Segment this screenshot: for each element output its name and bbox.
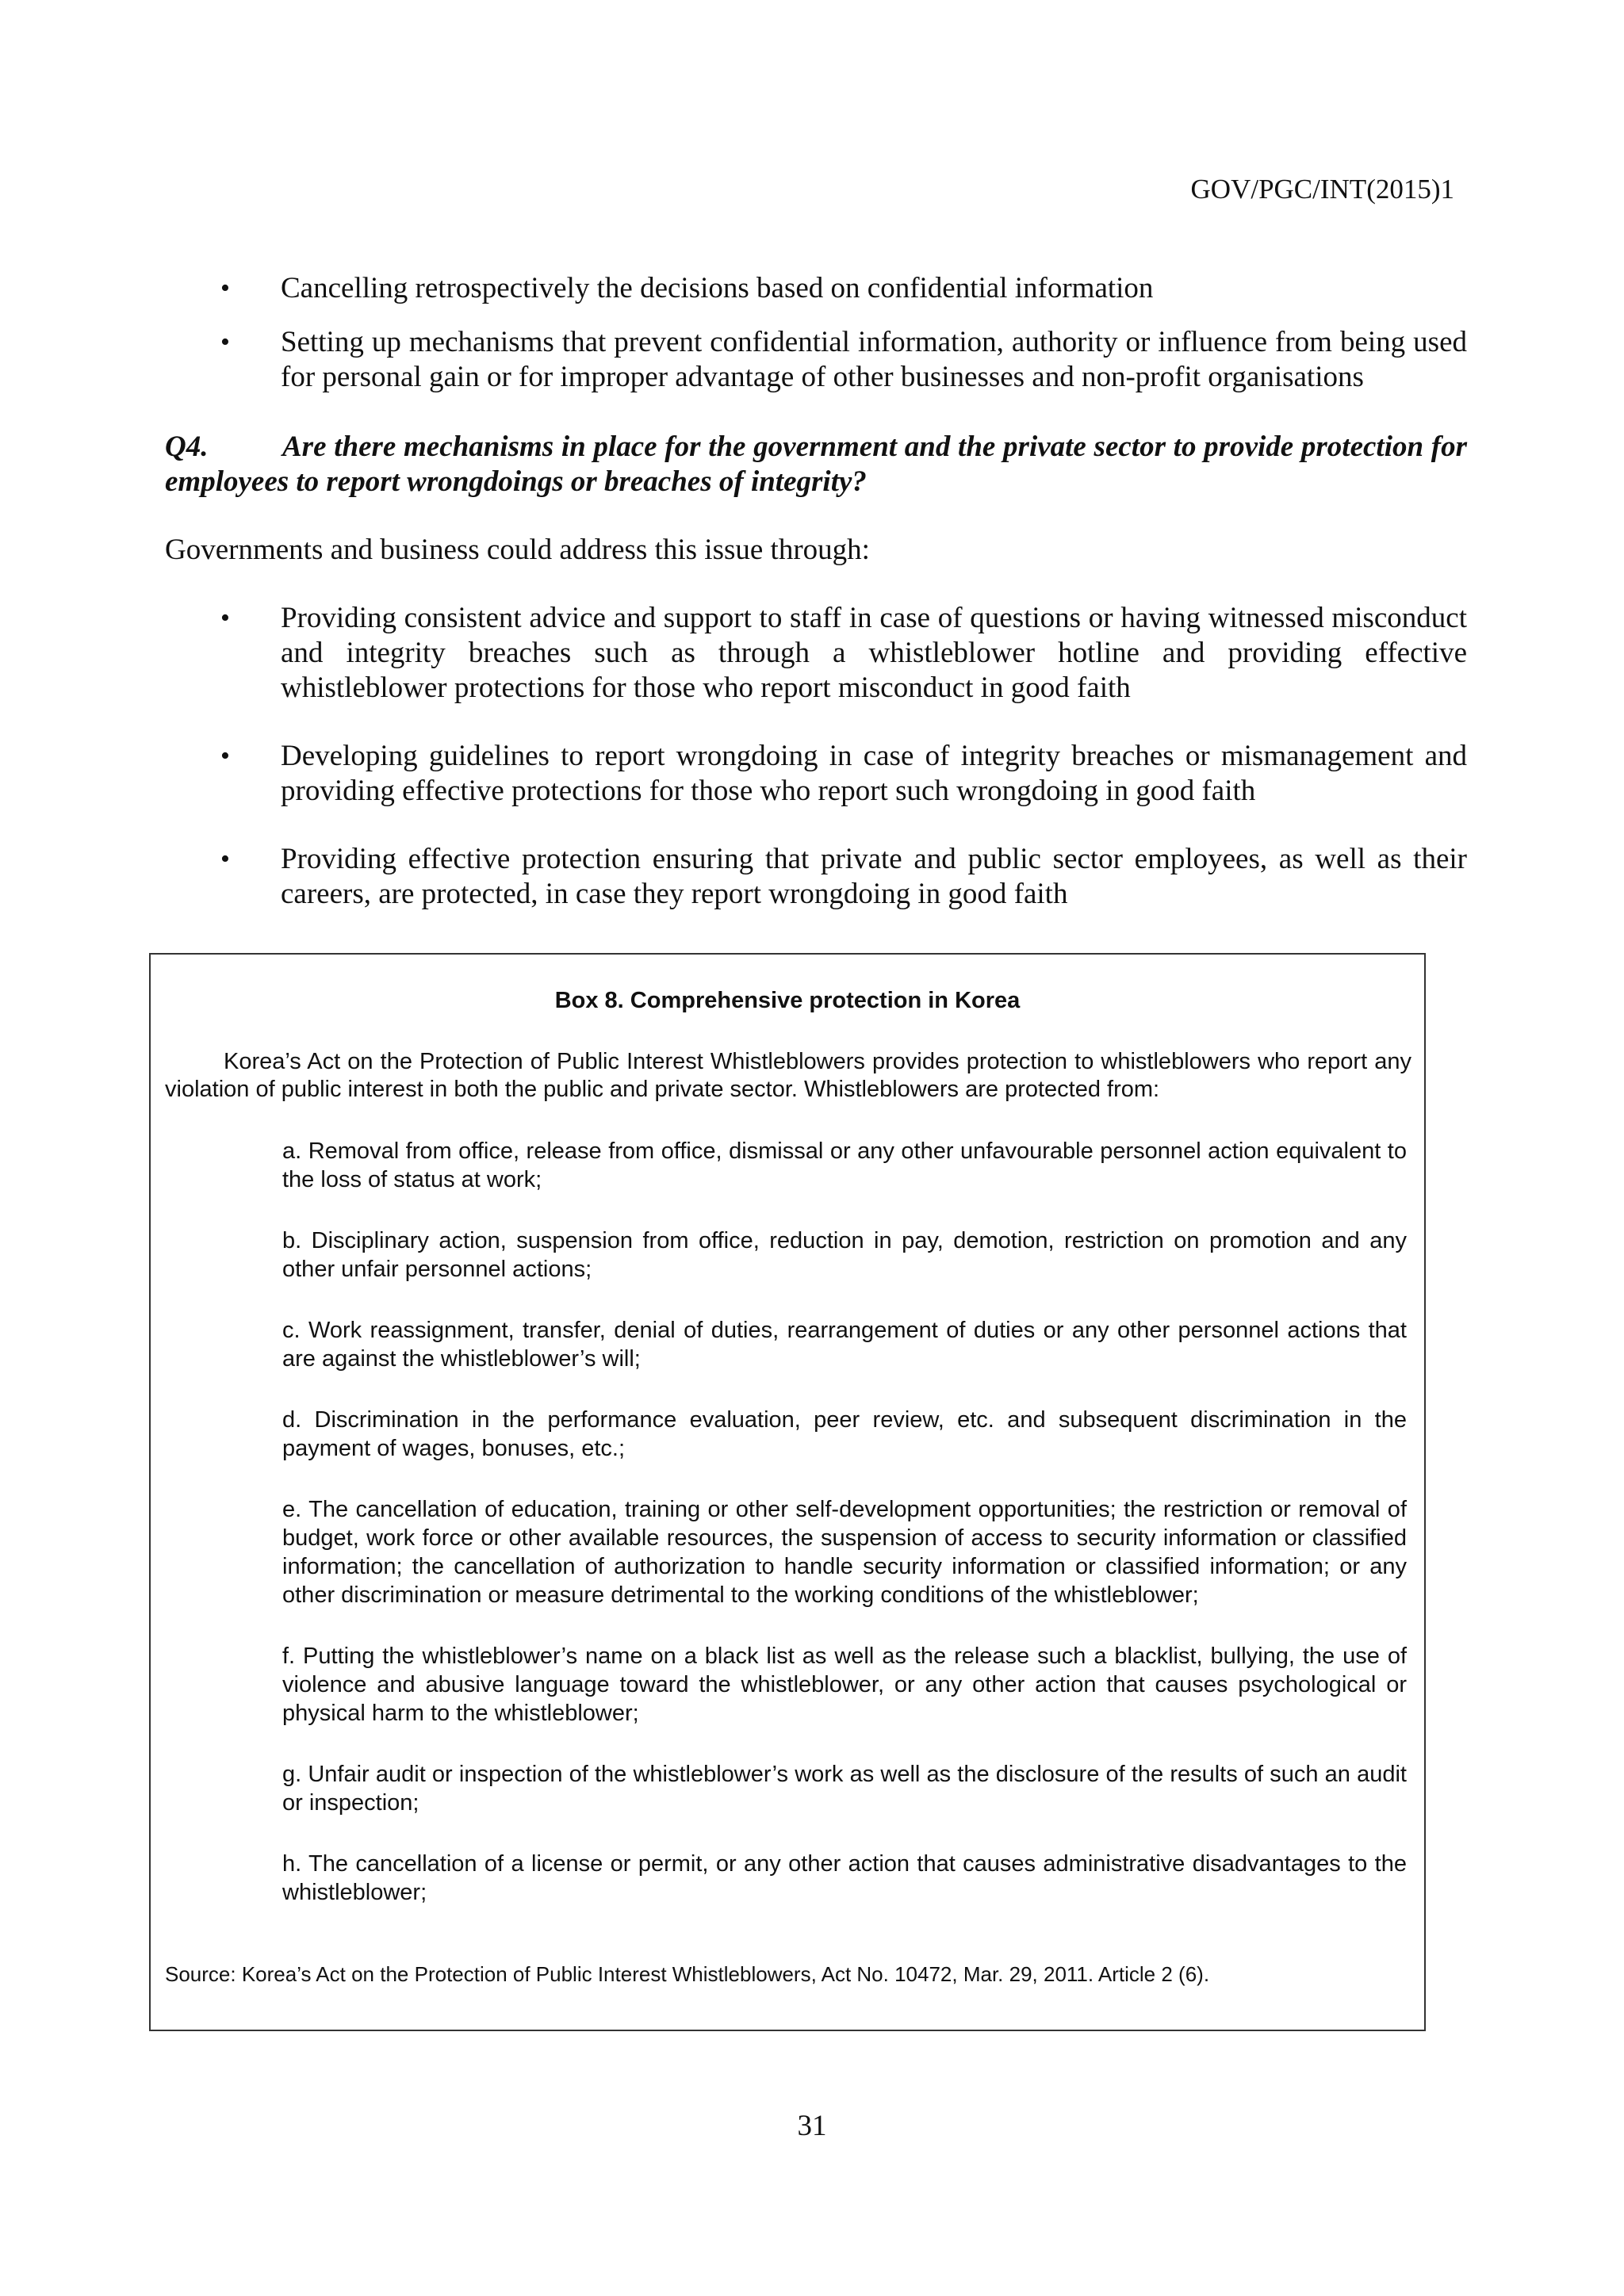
list-item-text: Developing guidelines to report wrongdoing in case of integrity breaches or mismanagement and providing effective protections for those who report such wrongdoing in good faith xyxy=(281,740,1467,807)
box-source-note: Source: Korea’s Act on the Protection of Public Interest Whistleblowers, Act No. 10472, Mar. 29, 2011. Article 2 (6). xyxy=(165,1962,1210,1986)
main-bullet-list xyxy=(165,601,1467,912)
bullet-icon: • xyxy=(220,327,230,357)
question-heading xyxy=(165,430,1467,499)
page-number: 31 xyxy=(797,2110,827,2142)
document-reference: GOV/PGC/INT(2015)1 xyxy=(1190,174,1454,205)
box-intro: Korea’s Act on the Protection of Public Interest Whistleblowers provides protection to whistleblowers who report any violation of public interest in both the public and private sector. Whistleblowers are protected from: xyxy=(165,1049,1411,1102)
list-item-text: Setting up mechanisms that prevent confidential information, authority or influence from being used for personal gain or for improper advantage of other businesses and non-profit organisations xyxy=(281,326,1467,393)
list-item xyxy=(165,842,1467,912)
bullet-icon: • xyxy=(220,741,230,771)
intro-paragraph: Governments and business could address this issue through: xyxy=(165,534,870,566)
box-item-list xyxy=(282,1137,1407,1907)
bullet-icon: • xyxy=(220,844,230,874)
box-list-item: b. Disciplinary action, suspension from office, reduction in pay, demotion, restriction on promotion and any other unfair personnel actions; xyxy=(282,1228,1407,1282)
box-list-item: a. Removal from office, release from office, dismissal or any other unfavourable personnel action equivalent to the loss of status at work; xyxy=(282,1138,1407,1192)
list-item xyxy=(165,739,1467,809)
list-item xyxy=(165,325,1467,395)
list-item-text: Providing consistent advice and support to staff in case of questions or having witnessed misconduct and integrity breaches such as through a whistleblower hotline and providing effective whistleblower protections for those who report misconduct in good faith xyxy=(281,602,1467,704)
box-list-item: e. The cancellation of education, training or other self-development opportunities; the restriction or removal of budget, work force or other available resources, the suspension of access to security information or classified information; the cancellation of authorization to handle security information or classified information; or any other discrimination or measure detrimental to the working conditions of the whistleblower; xyxy=(282,1497,1407,1608)
box-list-item: f. Putting the whistleblower’s name on a black list as well as the release such a blacklist, bullying, the use of violence and abusive language toward the whistleblower, or any other action that causes psychological or physical harm to the whistleblower; xyxy=(282,1644,1407,1726)
box-list-item: c. Work reassignment, transfer, denial of duties, rearrangement of duties or any other personnel actions that are against the whistleblower’s will; xyxy=(282,1318,1407,1372)
box-title: Box 8. Comprehensive protection in Korea xyxy=(554,988,1021,1013)
box-list-item: d. Discrimination in the performance evaluation, peer review, etc. and subsequent discrimination in the payment of wages, bonuses, etc.; xyxy=(282,1407,1407,1461)
list-item-text: Providing effective protection ensuring that private and public sector employees, as well as their careers, are protected, in case they report wrongdoing in good faith xyxy=(281,843,1467,910)
list-item xyxy=(165,601,1467,706)
question-number: Q4. xyxy=(165,430,209,463)
box-list-item: h. The cancellation of a license or permit, or any other action that causes administrative disadvantages to the whistleblower; xyxy=(282,1851,1407,1905)
question-text: Are there mechanisms in place for the government and the private sector to provide protection for employees to report wrongdoings or breaches of integrity? xyxy=(165,430,1467,498)
list-item-text: Cancelling retrospectively the decisions based on confidential information xyxy=(281,272,1154,304)
box-list-item: g. Unfair audit or inspection of the whistleblower’s work as well as the disclosure of the results of such an audit or inspection; xyxy=(282,1762,1407,1816)
bullet-icon: • xyxy=(220,603,230,633)
top-bullet-list xyxy=(165,271,1467,395)
list-item xyxy=(165,271,1467,306)
bullet-icon: • xyxy=(220,274,230,303)
info-box xyxy=(149,953,1426,2031)
